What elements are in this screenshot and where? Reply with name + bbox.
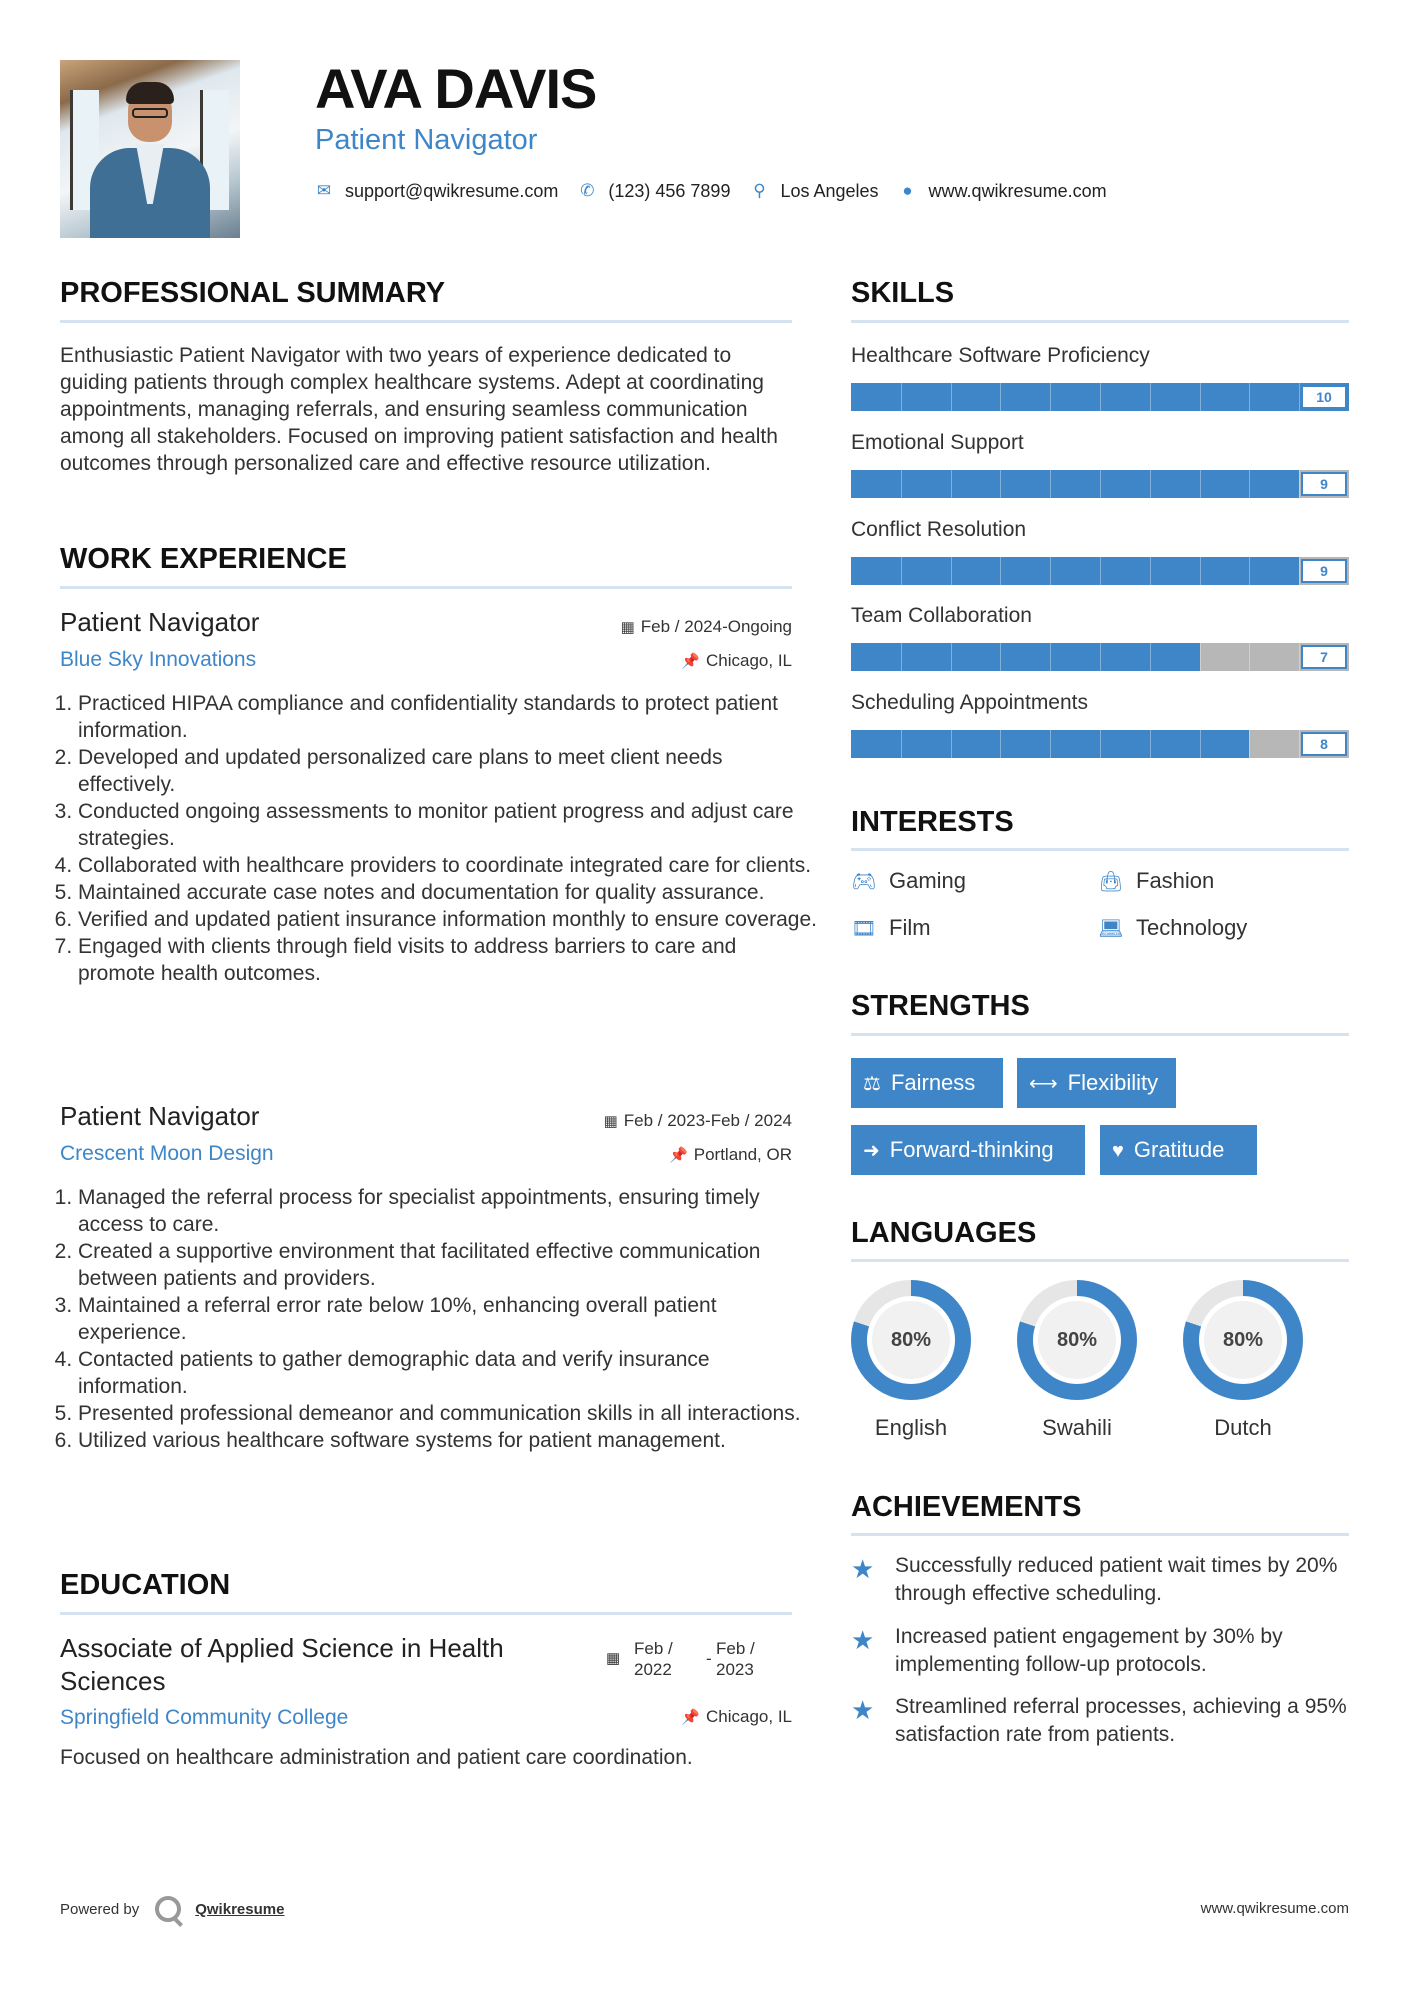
strength-tag xyxy=(1100,1125,1257,1175)
skill-segment-divider xyxy=(901,730,902,758)
skill-segment-divider xyxy=(1050,557,1051,585)
skill-segment-divider xyxy=(901,557,902,585)
envelope-icon: ✉ xyxy=(316,181,332,200)
skill-score: 7 xyxy=(1301,645,1347,669)
strengths-divider xyxy=(851,1033,1349,1036)
gamepad-icon: 🎮︎ xyxy=(851,871,877,893)
skill-label: Healthcare Software Proficiency xyxy=(851,344,1150,367)
profile-photo xyxy=(60,60,240,238)
skill-fill xyxy=(851,557,1299,585)
skill-segment-divider xyxy=(1100,643,1101,671)
skill-segment-divider xyxy=(1200,383,1201,411)
skill-bar xyxy=(851,557,1349,585)
skill-segment-divider xyxy=(1100,730,1101,758)
skill-label: Emotional Support xyxy=(851,431,1024,454)
skill-bar xyxy=(851,470,1349,498)
skill-segment-divider xyxy=(951,557,952,585)
interest-label: Gaming xyxy=(889,868,967,893)
skill-segment-divider xyxy=(951,643,952,671)
education-school: Springfield Community College xyxy=(60,1706,349,1729)
footer-website[interactable]: www.qwikresume.com xyxy=(1200,1900,1349,1917)
star-icon: ★ xyxy=(851,1554,875,1584)
achievement-text: Successfully reduced patient wait times by 20% through effective scheduling. xyxy=(895,1554,1338,1605)
language-ring xyxy=(851,1280,971,1400)
experience-heading: WORK EXPERIENCE xyxy=(60,543,347,575)
skill-segment-divider xyxy=(1150,730,1151,758)
experience-divider xyxy=(60,586,792,589)
job-location-text: Chicago, IL xyxy=(706,651,792,670)
strengths-heading: STRENGTHS xyxy=(851,990,1030,1022)
skill-segment-divider xyxy=(1050,470,1051,498)
achievement-text: Streamlined referral processes, achieving a 95% satisfaction rate from patients. xyxy=(895,1695,1347,1746)
list-item: 5. Maintained accurate case notes and documentation for quality assurance. xyxy=(78,879,818,906)
laptop-icon: 💻︎ xyxy=(1098,918,1124,940)
skill-segment-divider xyxy=(1200,470,1201,498)
skill-segment-divider xyxy=(1249,730,1250,758)
skill-segment-divider xyxy=(1050,730,1051,758)
map-pin-icon: ⚲ xyxy=(753,181,766,200)
interest-item xyxy=(851,913,931,944)
skill-segment-divider xyxy=(1000,643,1001,671)
skill-label: Scheduling Appointments xyxy=(851,691,1088,714)
strength-tag xyxy=(851,1058,1003,1108)
film-icon: 🎞︎ xyxy=(851,918,877,940)
skill-segment-divider xyxy=(951,730,952,758)
contact-row xyxy=(315,176,1127,206)
shopping-bag-icon: 👜︎ xyxy=(1098,871,1124,893)
list-item: 7. Engaged with clients through field visits to address barriers to care and promote health outcomes. xyxy=(78,933,818,987)
skill-segment-divider xyxy=(1249,643,1250,671)
skill-segment-divider xyxy=(1249,383,1250,411)
skill-segment-divider xyxy=(1150,383,1151,411)
skill-segment-divider xyxy=(1000,557,1001,585)
education-location xyxy=(681,1706,792,1729)
strength-label: Flexibility xyxy=(1067,1070,1159,1095)
pushpin-icon: 📌 xyxy=(681,1709,700,1726)
summary-divider xyxy=(60,320,792,323)
skill-segment-divider xyxy=(1100,470,1101,498)
summary-text: Enthusiastic Patient Navigator with two years of experience dedicated to guiding patients through complex healthcare systems. Adept at coordinating appointments, managing referrals, and ensuring seamless communication among all stakeholders. Focused on improving patient satisfaction and health outcomes through personalized care and effective resource utilization. xyxy=(60,344,778,475)
skill-label: Conflict Resolution xyxy=(851,518,1027,541)
skill-segment-divider xyxy=(951,383,952,411)
contact-location: Los Angeles xyxy=(780,180,879,201)
achievements-divider xyxy=(851,1533,1349,1536)
language-percent: 80% xyxy=(867,1296,955,1384)
strength-label: Forward-thinking xyxy=(889,1137,1054,1162)
skill-bar xyxy=(851,730,1349,758)
job-dates xyxy=(621,616,792,639)
calendar-icon: ▦ xyxy=(603,1113,618,1130)
calendar-icon: ▦ xyxy=(620,619,635,636)
education-end xyxy=(716,1638,755,1680)
interest-label: Film xyxy=(889,915,931,940)
skill-segment-divider xyxy=(1000,470,1001,498)
strength-label: Gratitude xyxy=(1133,1137,1225,1162)
skills-heading: SKILLS xyxy=(851,277,955,309)
footer-powered-by xyxy=(60,1896,284,1922)
list-item: 1. Practiced HIPAA compliance and confidentiality standards to protect patient information. xyxy=(78,690,818,744)
education-heading: EDUCATION xyxy=(60,1569,231,1601)
job-company: Crescent Moon Design xyxy=(60,1142,274,1165)
job-dates-text: Feb / 2024-Ongoing xyxy=(640,617,792,636)
list-item: 6. Verified and updated patient insurance information monthly to ensure coverage. xyxy=(78,906,818,933)
powered-by-label: Powered by xyxy=(60,1900,140,1918)
contact-website[interactable]: www.qwikresume.com xyxy=(928,180,1107,201)
language-percent: 80% xyxy=(1033,1296,1121,1384)
language-name: English xyxy=(874,1415,948,1440)
list-item: 4. Contacted patients to gather demographic data and verify insurance information. xyxy=(78,1346,818,1400)
skill-segment-divider xyxy=(1150,643,1151,671)
skill-segment-divider xyxy=(1100,383,1101,411)
heart-icon: ♥ xyxy=(1112,1140,1124,1162)
language-item xyxy=(1181,1280,1305,1442)
interest-item xyxy=(1098,913,1247,944)
skill-segment-divider xyxy=(951,470,952,498)
list-item: 2. Developed and updated personalized care plans to meet client needs effectively. xyxy=(78,744,818,798)
skill-segment-divider xyxy=(1050,643,1051,671)
education-divider xyxy=(60,1612,792,1615)
summary-heading: PROFESSIONAL SUMMARY xyxy=(60,277,446,309)
skill-label: Team Collaboration xyxy=(851,604,1032,627)
skill-segment-divider xyxy=(901,643,902,671)
skill-segment-divider xyxy=(1200,557,1201,585)
contact-email[interactable]: support@qwikresume.com xyxy=(345,180,559,201)
interests-heading: INTERESTS xyxy=(851,806,1014,838)
skill-segment-divider xyxy=(1100,557,1101,585)
skill-score: 8 xyxy=(1301,732,1347,756)
achievement-text: Increased patient engagement by 30% by implementing follow-up protocols. xyxy=(895,1625,1283,1676)
job-dates-text: Feb / 2023-Feb / 2024 xyxy=(623,1111,792,1130)
skill-segment-divider xyxy=(1000,730,1001,758)
strength-tag xyxy=(851,1125,1085,1175)
skill-segment-divider xyxy=(901,383,902,411)
pushpin-icon: 📌 xyxy=(669,1147,688,1164)
achievements-heading: ACHIEVEMENTS xyxy=(851,1491,1082,1523)
skill-segment-divider xyxy=(1200,730,1201,758)
list-item: 5. Presented professional demeanor and communication skills in all interactions. xyxy=(78,1400,818,1427)
interest-item xyxy=(851,866,966,897)
skill-bar xyxy=(851,643,1349,671)
job-company: Blue Sky Innovations xyxy=(60,648,257,671)
skill-segment-divider xyxy=(1249,470,1250,498)
star-icon: ★ xyxy=(851,1625,875,1655)
footer-brand-link[interactable]: Qwikresume xyxy=(195,1900,285,1918)
education-start-month: Feb / xyxy=(634,1639,673,1658)
interest-item xyxy=(1098,866,1214,897)
skill-segment-divider xyxy=(1050,383,1051,411)
skill-score: 9 xyxy=(1301,559,1347,583)
job-location xyxy=(669,1144,792,1167)
star-icon: ★ xyxy=(851,1695,875,1725)
language-item xyxy=(1015,1280,1139,1442)
skill-bar xyxy=(851,383,1349,411)
skill-score: 10 xyxy=(1301,385,1347,409)
arrows-horizontal-icon: ⟷ xyxy=(1029,1073,1058,1095)
job-title: Patient Navigator xyxy=(60,607,260,637)
language-ring xyxy=(1017,1280,1137,1400)
language-name: Swahili xyxy=(1042,1415,1112,1440)
list-item: 6. Utilized various healthcare software systems for patient management. xyxy=(78,1427,818,1454)
language-percent: 80% xyxy=(1199,1296,1287,1384)
interests-divider xyxy=(851,848,1349,851)
skill-segment-divider xyxy=(1200,643,1201,671)
skill-segment-divider xyxy=(1000,383,1001,411)
education-degree: Associate of Applied Science in Health Sciences xyxy=(60,1633,504,1696)
job-duties-list xyxy=(60,690,818,987)
skill-score: 9 xyxy=(1301,472,1347,496)
skill-segment-divider xyxy=(1150,557,1151,585)
education-end-year: 2023 xyxy=(716,1660,754,1679)
languages-divider xyxy=(851,1259,1349,1262)
globe-icon: ● xyxy=(902,181,913,200)
list-item: 2. Created a supportive environment that facilitated effective communication between patients and providers. xyxy=(78,1238,818,1292)
strength-tag xyxy=(1017,1058,1176,1108)
interest-label: Fashion xyxy=(1136,868,1215,893)
phone-icon: ✆ xyxy=(580,181,595,200)
calendar-icon: ▦ xyxy=(606,1650,621,1667)
skill-fill xyxy=(851,470,1299,498)
job-dates xyxy=(604,1110,792,1133)
job-location-text: Portland, OR xyxy=(693,1145,792,1164)
contact-phone[interactable]: (123) 456 7899 xyxy=(608,180,731,201)
list-item: 3. Conducted ongoing assessments to monitor patient progress and adjust care strategies. xyxy=(78,798,818,852)
education-location-text: Chicago, IL xyxy=(706,1707,792,1726)
skill-segment-divider xyxy=(901,470,902,498)
list-item: 1. Managed the referral process for specialist appointments, ensuring timely access to care. xyxy=(78,1184,818,1238)
language-item xyxy=(849,1280,973,1442)
language-ring xyxy=(1183,1280,1303,1400)
education-start xyxy=(634,1638,673,1680)
arrow-right-icon: ➜ xyxy=(863,1140,880,1162)
pushpin-icon: 📌 xyxy=(681,653,700,670)
job-title: Patient Navigator xyxy=(60,1101,260,1131)
skill-segment-divider xyxy=(1150,470,1151,498)
education-description: Focused on healthcare administration and patient care coordination. xyxy=(60,1746,693,1769)
skill-fill xyxy=(851,643,1200,671)
candidate-name: AVA DAVIS xyxy=(315,57,597,120)
languages-heading: LANGUAGES xyxy=(851,1217,1037,1249)
skill-segment-divider xyxy=(1249,557,1250,585)
job-location xyxy=(681,650,792,673)
interest-label: Technology xyxy=(1136,915,1248,940)
strength-label: Fairness xyxy=(890,1070,976,1095)
qwikresume-logo-icon xyxy=(155,1896,181,1922)
language-name: Dutch xyxy=(1214,1415,1272,1440)
list-item: 4. Collaborated with healthcare providers to coordinate integrated care for clients. xyxy=(78,852,818,879)
job-duties-list xyxy=(60,1184,818,1454)
education-date-dash: - xyxy=(706,1649,712,1668)
skills-divider xyxy=(851,320,1349,323)
scale-icon: ⚖ xyxy=(863,1073,881,1095)
education-start-year: 2022 xyxy=(634,1660,672,1679)
education-end-month: Feb / xyxy=(716,1639,755,1658)
list-item: 3. Maintained a referral error rate below 10%, enhancing overall patient experience. xyxy=(78,1292,818,1346)
candidate-role: Patient Navigator xyxy=(315,124,538,156)
